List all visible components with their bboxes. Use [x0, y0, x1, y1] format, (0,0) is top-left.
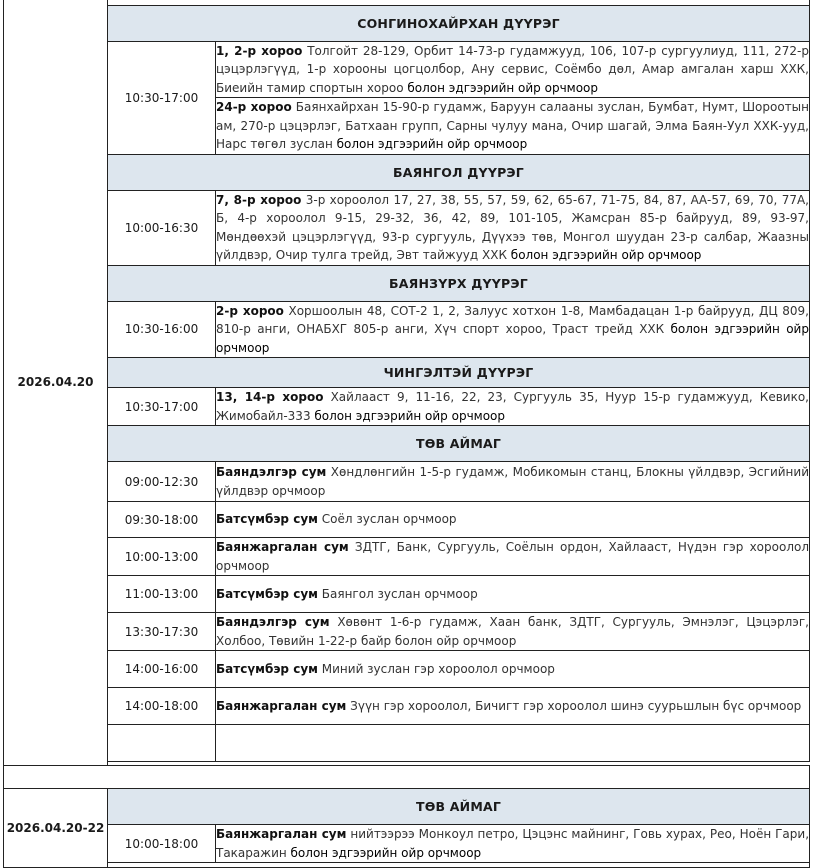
time-cell: 14:00-18:00: [108, 688, 216, 725]
area-description: 24-р хороо Баянхайрхан 15-90-р гудамж, Баруун салааны зуслан, Бумбат, Нумт, Шороотын ам, 270-р цэцэрлэг, Батхаан групп, Сарны чулуу мана, Очир шагай, Элма Баян-Уул ХХК-ууд, Нарс төгөл зуслан болон эдгээрийн ойр орчмоор: [216, 98, 810, 155]
time-cell: 10:30-16:00: [108, 301, 216, 358]
time-cell: 10:00-16:30: [108, 190, 216, 265]
time-cell: 10:30-17:00: [108, 41, 216, 154]
area-description: Батсүмбэр сум Соёл зуслан орчмоор: [216, 502, 810, 538]
area-description: 7, 8-р хороо 3-р хороолол 17, 27, 38, 55, 57, 59, 62, 65-67, 71-75, 84, 87, АА-57, 69, 70, 77А, Б, 4-р хороолол 9-15, 29-32, 36, 42, 89, 101-105, Жамсран 85-р байрууд, 89, 93-97, Мөндөөхэй цэцэрлэгүүд, 93-р сургууль, Дүүхээ төв, Монгол шуудан 23-р салбар, Жаазны үйлдвэр, Очир тулга трейд, Эвт тайжууд ХХК болон эдгээрийн ойр орчмоор: [216, 190, 810, 265]
area-description: Баянжаргалан сум ЗДТГ, Банк, Сургууль, Соёлын ордон, Хайлааст, Нүдэн гэр хороолол орчмоор: [216, 538, 810, 576]
time-cell: 10:00-18:00: [108, 825, 216, 863]
district-header: БАЯНГОЛ ДҮҮРЭГ: [108, 154, 810, 190]
time-cell: 11:00-13:00: [108, 576, 216, 613]
area-description: 1, 2-р хороо Толгойт 28-129, Орбит 14-73-р гудамжууд, 106, 107-р сургуулиуд, 111, 272-р цэцэрлэгүүд, 1-р хорооны цогцолбор, Ану сервис, Соёмбо дөл, Амар амгалан харш ХХК, Биеийн тамир спортын хороо болон эдгээрийн ойр орчмоор: [216, 41, 810, 98]
bottom-edge: [108, 863, 810, 868]
time-cell: 14:00-16:00: [108, 651, 216, 688]
time-cell: 10:00-13:00: [108, 538, 216, 576]
area-description: 2-р хороо Хоршоолын 48, СОТ-2 1, 2, Залуус хотхон 1-8, Мамбадацан 1-р байрууд, ДЦ 809, 810-р анги, ОНАБХГ 805-р анги, Хүч спорт хороо, Траст трейд ХХК болон эдгээрийн ойр орчмоор: [216, 301, 810, 358]
district-header: БАЯНЗҮРХ ДҮҮРЭГ: [108, 265, 810, 301]
date-label: 2026.04.20-22: [6, 821, 105, 835]
area-description: Баянжаргалан сум нийтээрээ Монкоул петро, Цэцэнс майнинг, Говь хурах, Рео, Ноён Гари, Такаражин болон эдгээрийн ойр орчмоор: [216, 825, 810, 863]
area-description: Батсүмбэр сум Баянгол зуслан орчмоор: [216, 576, 810, 613]
date-cell: [4, 789, 108, 868]
district-header: ТӨВ АЙМАГ: [108, 426, 810, 462]
date-label: 2026.04.20: [17, 375, 94, 389]
empty-description-cell: [216, 725, 810, 762]
area-description: Батсүмбэр сум Миний зуслан гэр хороолол орчмоор: [216, 651, 810, 688]
date-cell: [4, 0, 108, 766]
time-cell: 10:30-17:00: [108, 388, 216, 426]
time-cell: 09:30-18:00: [108, 502, 216, 538]
empty-time-cell: [108, 725, 216, 762]
time-cell: 13:30-17:30: [108, 613, 216, 651]
area-description: 13, 14-р хороо Хайлааст 9, 11-16, 22, 23, Сургууль 35, Нуур 15-р гудамжууд, Кевико, Жимобайл-333 болон эдгээрийн ойр орчмоор: [216, 388, 810, 426]
area-description: Баяндэлгэр сум Хөндлөнгийн 1-5-р гудамж, Мобикомын станц, Блокны үйлдвэр, Эсгийний үйлдвэр орчмоор: [216, 462, 810, 502]
outage-schedule-table: [3, 0, 810, 868]
district-header: ТӨВ АЙМАГ: [108, 789, 810, 825]
area-description: Баянжаргалан сум Зүүн гэр хороолол, Бичигт гэр хороолол шинэ суурьшлын бүс орчмоор: [216, 688, 810, 725]
area-description: Баяндэлгэр сум Хөвөнт 1-6-р гудамж, Хаан банк, ЗДТГ, Сургууль, Эмнэлэг, Цэцэрлэг, Холбоо, Төвийн 1-22-р байр болон ойр орчмоор: [216, 613, 810, 651]
district-header: ЧИНГЭЛТЭЙ ДҮҮРЭГ: [108, 358, 810, 388]
district-header: СОНГИНОХАЙРХАН ДҮҮРЭГ: [108, 5, 810, 41]
time-cell: 09:00-12:30: [108, 462, 216, 502]
group-gap: [4, 766, 810, 789]
